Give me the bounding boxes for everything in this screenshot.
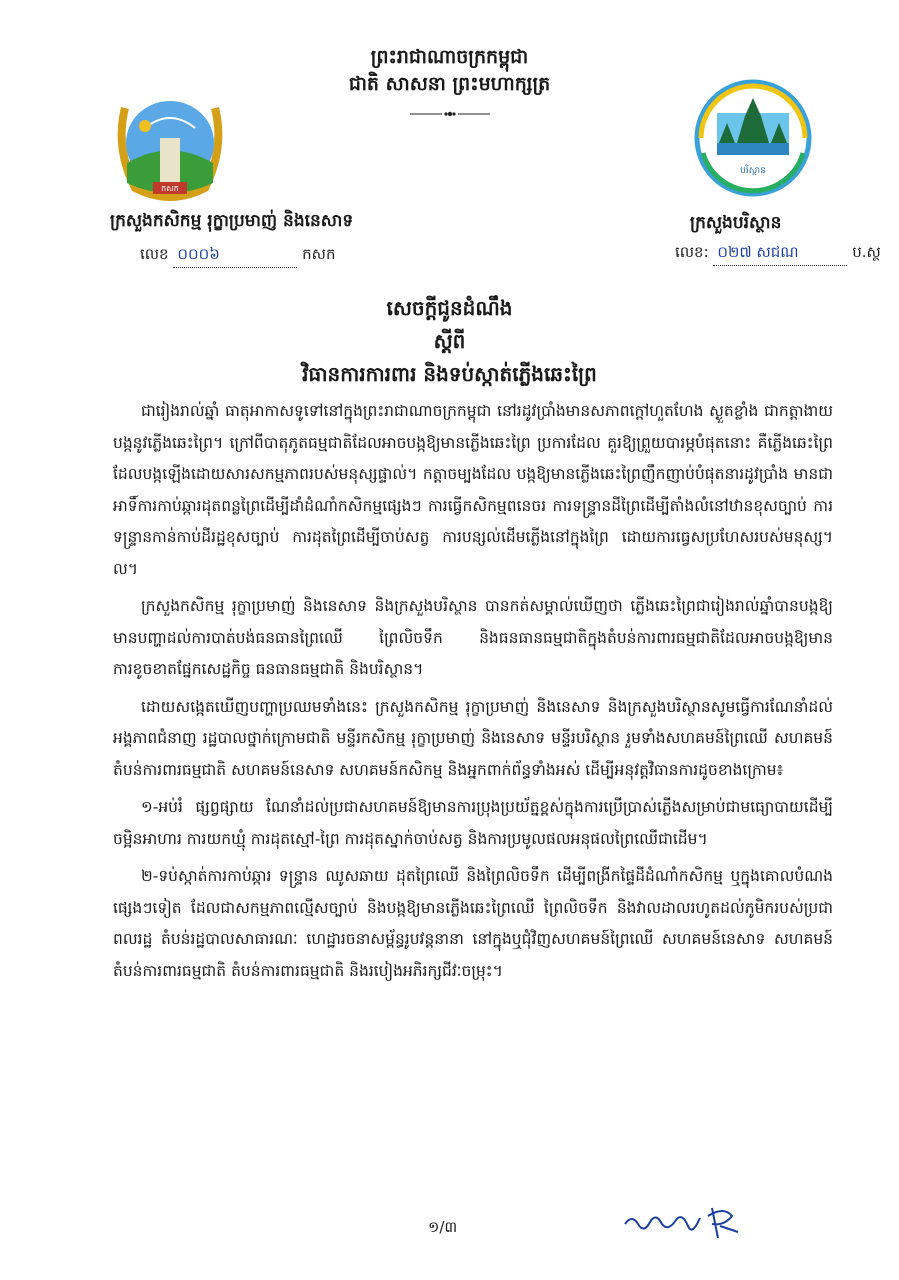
- maff-logo-text: កសក: [161, 184, 179, 193]
- maff-ref-suffix: កសក: [302, 245, 336, 263]
- maff-ref-number: ០០០៦: [173, 245, 297, 268]
- body-paragraph: ដោយសង្កេតឃើញបញ្ហាប្រឈមទាំងនេះ ក្រសួងកសិកម្ម រុក្ខាប្រមាញ់ និងនេសាទ និងក្រសួងបរិស្ថានសូមធ្វើការណែនាំដល់អង្គភាពជំនាញ រដ្ឋបាលថ្នាក់ក្រោមជាតិ មន្ទីរកសិកម្ម រុក្ខាប្រមាញ់ និងនេសាទ មន្ទីរបរិស្ថាន រួមទាំងសហគមន៍ព្រៃឈើ សហគមន៍តំបន់ការពារធម្មជាតិ សហគមន៍នេសាទ សហគមន៍កសិកម្ម និងអ្នកពាក់ព័ន្ធទាំងអស់ ដើម្បីអនុវត្តវិធានការដូចខាងក្រោម៖: [113, 697, 833, 779]
- moe-logo-text: បរិស្ថាន: [740, 166, 766, 176]
- measure-item: ២-ទប់ស្កាត់ការកាប់ឆ្ការ ទន្ទ្រាន ឈូសឆាយ ដុតព្រៃឈើ និងព្រៃលិចទឹក ដើម្បីពង្រីកផ្ទៃដីដំណាំកសិកម្ម ឬក្នុងគោលបំណងផ្សេងៗទៀត ដែលជាសកម្មភាពល្មើសច្បាប់ និងបង្កឱ្យមានភ្លើងឆេះព្រៃឈើ ព្រៃលិចទឹក និងវាលដាលរហូតដល់ភូមិករបស់ប្រជាពលរដ្ឋ តំបន់រដ្ឋបាលសាធារណៈ ហេដ្ឋារចនាសម្ព័ន្ធរូបវន្តនានា នៅក្នុងឬជុំវិញសហគមន៍ព្រៃឈើ សហគមន៍នេសាទ សហគមន៍តំបន់ការពារធម្មជាតិ តំបន់ការពារធម្មជាតិ និងរបៀងអភិរក្សជីវៈចម្រុះ។: [113, 867, 833, 980]
- maff-ministry-name: ក្រសួងកសិកម្ម រុក្ខាប្រមាញ់ និងនេសាទ: [110, 211, 354, 231]
- moe-ref-suffix: ប.ស្ថ: [852, 243, 881, 261]
- moe-ref-label: លេខ:: [675, 243, 709, 261]
- maff-ref-label: លេខ: [140, 245, 169, 263]
- moe-ministry-name: ក្រសួងបរិស្ថាន: [690, 213, 782, 233]
- body-paragraph: ជារៀងរាល់ឆ្នាំ ធាតុអាកាសទូទៅនៅក្នុងព្រះរាជាណាចក្រកម្ពុជា នៅរដូវប្រាំងមានសភាពក្ដៅហួតហែង ស្ងួតខ្លាំង ជាកត្តាងាយបង្កនូវភ្លើងឆេះព្រៃ។ ក្រៅពីបាតុភូតធម្មជាតិដែលអាចបង្កឱ្យមានភ្លើងឆេះព្រៃ ប្រការដែល គួរឱ្យព្រួយបារម្ភបំផុតនោះ គឺភ្លើងឆេះព្រៃដែលបង្កឡើងដោយសារសកម្មភាពរបស់មនុស្សផ្ទាល់។ កត្តាចម្បងដែល បង្កឱ្យមានភ្លើងឆេះព្រៃញឹកញាប់បំផុតនារដូវប្រាំង មានជាអាទិ៍ការកាប់ឆ្ការដុតពន្លព្រៃដើម្បីដាំដំណាំកសិកម្មផ្សេងៗ ការធ្វើកសិកម្មពនេចរ ការទន្ទ្រានដីព្រៃដើម្បីតាំងលំនៅឋានខុសច្បាប់ ការទន្ទ្រានកាន់កាប់ដីរដ្ឋខុសច្បាប់ ការដុតព្រៃដើម្បីចាប់សត្វ ការបន្សល់ដើមភ្លើងនៅក្នុងព្រៃ ដោយការធ្វេសប្រហែសរបស់មនុស្ស។ល។: [113, 402, 833, 578]
- notice-body: [113, 396, 833, 993]
- kingdom-title: ព្រះរាជាណាចក្រកម្ពុជា: [370, 46, 529, 68]
- ornament-divider: [410, 109, 490, 119]
- notice-title-block: [0, 292, 899, 391]
- page-number: ១/៣: [428, 1218, 458, 1236]
- initial-signature: [620, 1202, 760, 1244]
- body-paragraph: ក្រសួងកសិកម្ម រុក្ខាប្រមាញ់ និងនេសាទ និងក្រសួងបរិស្ថាន បានកត់សម្គាល់ឃើញថា ភ្លើងឆេះព្រៃជារៀងរាល់ឆ្នាំបានបង្កឱ្យមានបញ្ហាដល់ការបាត់បង់ធនធានព្រៃឈើ ព្រៃលិចទឹក និងធនធានធម្មជាតិក្នុងតំបន់ការពារធម្មជាតិដែលអាចបង្កឱ្យមានការខូចខាតផ្នែកសេដ្ឋកិច្ច ធនធានធម្មជាតិ និងបរិស្ថាន។: [113, 597, 833, 678]
- moe-emblem-logo: [693, 78, 813, 204]
- measure-item: ១-អប់រំ ផ្សព្វផ្សាយ ណែនាំដល់ប្រជាសហគមន៍ឱ្យមានការប្រុងប្រយ័ត្នខ្ពស់ក្នុងការប្រើប្រាស់ភ្លើងសម្រាប់ជាមធ្យោបាយដើម្បីចម្អិនអាហារ ការយកឃ្មុំ ការដុតស្មៅ-ព្រៃ ការដុតស្នាក់ចាប់សត្វ និងការប្រមូលផលអនុផលព្រៃឈើជាដើម។: [113, 798, 833, 848]
- moe-ref-number: ០២៧ សជណ: [713, 243, 847, 266]
- national-motto: ជាតិ សាសនា ព្រះមហាក្សត្រ: [348, 73, 551, 95]
- moe-reference: [675, 243, 881, 266]
- notice-title: សេចក្ដីជូនដំណឹង: [386, 296, 513, 320]
- maff-emblem-logo: [105, 88, 235, 208]
- notice-subject-label: ស្ដីពី: [433, 329, 466, 353]
- maff-reference: [140, 245, 335, 268]
- notice-subject: វិធានការការពារ និងទប់ស្កាត់ភ្លើងឆេះព្រៃ: [302, 362, 597, 386]
